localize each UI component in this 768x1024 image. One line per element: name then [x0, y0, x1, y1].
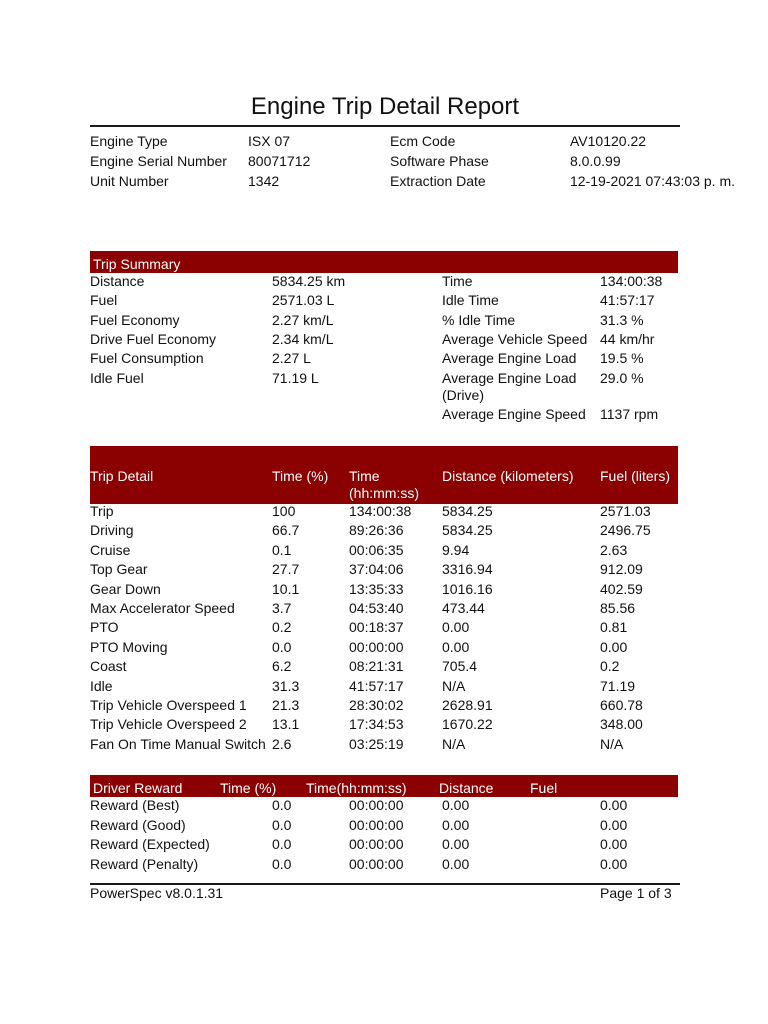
table-cell: 13.1: [272, 716, 300, 732]
table-cell: 2.6: [272, 736, 292, 752]
table-cell: 0.00: [600, 817, 628, 833]
table-cell: 705.4: [442, 658, 478, 674]
table-cell: PTO Moving: [90, 639, 168, 655]
table-cell: 0.2: [600, 658, 620, 674]
table-cell: 2628.91: [442, 697, 493, 713]
table-cell: 3.7: [272, 600, 292, 616]
summary-value: 31.3 %: [600, 312, 644, 328]
table-cell: 27.7: [272, 561, 300, 577]
table-cell: 85.56: [600, 600, 636, 616]
table-cell: N/A: [600, 736, 624, 752]
table-cell: Reward (Expected): [90, 836, 210, 852]
table-cell: 0.0: [272, 836, 292, 852]
summary-value: 2.27 km/L: [272, 312, 334, 328]
report-title: Engine Trip Detail Report: [250, 93, 520, 120]
summary-label: Average Engine Load: [442, 350, 577, 366]
table-cell: 912.09: [600, 561, 643, 577]
trip-detail-col-time: Time: [349, 468, 380, 484]
table-cell: 10.1: [272, 581, 300, 597]
table-cell: Trip: [90, 503, 114, 519]
table-cell: 0.00: [442, 619, 470, 635]
table-cell: 348.00: [600, 716, 643, 732]
table-cell: Coast: [90, 658, 127, 674]
table-cell: 0.0: [272, 817, 292, 833]
engine-serial-value: 80071712: [248, 153, 311, 169]
table-cell: Reward (Good): [90, 817, 186, 833]
table-cell: 0.81: [600, 619, 628, 635]
ecm-code-label: Ecm Code: [390, 133, 456, 149]
summary-value: 71.19 L: [272, 370, 319, 386]
table-cell: 00:00:00: [349, 797, 404, 813]
table-cell: Reward (Penalty): [90, 856, 199, 872]
table-cell: Fan On Time Manual Switch: [90, 736, 266, 752]
table-cell: 2.63: [600, 542, 628, 558]
unit-number-label: Unit Number: [90, 173, 169, 189]
summary-label: % Idle Time: [442, 312, 516, 328]
trip-detail-col-time-pct: Time (%): [272, 468, 329, 484]
summary-value: 41:57:17: [600, 292, 655, 308]
table-cell: Trip Vehicle Overspeed 1: [90, 697, 247, 713]
table-cell: 00:00:00: [349, 817, 404, 833]
table-cell: Trip Vehicle Overspeed 2: [90, 716, 247, 732]
ecm-code-value: AV10120.22: [570, 133, 647, 149]
table-cell: 08:21:31: [349, 658, 404, 674]
summary-value: 2571.03 L: [272, 292, 335, 308]
table-cell: 04:53:40: [349, 600, 404, 616]
trip-detail-col-distance: Distance (kilometers): [442, 468, 574, 484]
table-cell: 0.00: [600, 639, 628, 655]
table-cell: 0.0: [272, 639, 292, 655]
table-cell: Max Accelerator Speed: [90, 600, 235, 616]
table-cell: 1670.22: [442, 716, 493, 732]
summary-label: Fuel Consumption: [90, 350, 204, 366]
table-cell: 03:25:19: [349, 736, 404, 752]
table-cell: 00:18:37: [349, 619, 404, 635]
trip-detail-header-bar: [90, 446, 678, 504]
summary-label: (Drive): [442, 387, 484, 403]
table-cell: 473.44: [442, 600, 485, 616]
table-cell: 0.00: [442, 836, 470, 852]
summary-label: Time: [442, 273, 473, 289]
table-cell: 21.3: [272, 697, 300, 713]
driver-reward-col-distance: Distance: [439, 780, 494, 796]
summary-value: 29.0 %: [600, 370, 644, 386]
driver-reward-col-name: Driver Reward: [93, 780, 183, 796]
summary-value: 2.34 km/L: [272, 331, 334, 347]
footer-version: PowerSpec v8.0.1.31: [90, 885, 224, 901]
table-cell: 0.00: [600, 836, 628, 852]
summary-value: 1137 rpm: [600, 406, 659, 422]
engine-type-label: Engine Type: [90, 133, 168, 149]
table-cell: 0.00: [442, 817, 470, 833]
table-cell: 0.00: [442, 856, 470, 872]
engine-serial-label: Engine Serial Number: [90, 153, 227, 169]
table-cell: 9.94: [442, 542, 470, 558]
trip-detail-col-time-unit: (hh:mm:ss): [349, 485, 419, 501]
driver-reward-col-time-pct: Time (%): [220, 780, 277, 796]
summary-label: Idle Fuel: [90, 370, 144, 386]
table-cell: 13:35:33: [349, 581, 404, 597]
trip-summary-bar: [90, 251, 678, 273]
trip-detail-col-name: Trip Detail: [90, 468, 154, 484]
table-cell: 0.00: [600, 856, 628, 872]
table-cell: 134:00:38: [349, 503, 412, 519]
table-cell: 89:26:36: [349, 522, 404, 538]
summary-value: 44 km/hr: [600, 331, 655, 347]
table-cell: PTO: [90, 619, 119, 635]
driver-reward-col-fuel: Fuel: [530, 780, 558, 796]
table-cell: 2571.03: [600, 503, 651, 519]
table-cell: Cruise: [90, 542, 131, 558]
summary-label: Fuel Economy: [90, 312, 180, 328]
table-cell: Top Gear: [90, 561, 148, 577]
table-cell: 2496.75: [600, 522, 651, 538]
table-cell: 71.19: [600, 678, 636, 694]
table-cell: 00:00:00: [349, 856, 404, 872]
table-cell: Driving: [90, 522, 134, 538]
table-cell: 31.3: [272, 678, 300, 694]
table-cell: Idle: [90, 678, 113, 694]
table-cell: 00:00:00: [349, 639, 404, 655]
table-cell: 6.2: [272, 658, 292, 674]
summary-value: 134:00:38: [600, 273, 663, 289]
table-cell: 0.00: [442, 797, 470, 813]
table-cell: Reward (Best): [90, 797, 180, 813]
extraction-date-value: 12-19-2021 07:43:03 p. m.: [570, 173, 736, 189]
table-cell: 28:30:02: [349, 697, 404, 713]
table-cell: 3316.94: [442, 561, 493, 577]
table-cell: 17:34:53: [349, 716, 404, 732]
driver-reward-header-bar: [90, 775, 678, 797]
summary-value: 2.27 L: [272, 350, 311, 366]
table-cell: 37:04:06: [349, 561, 404, 577]
summary-label: Distance: [90, 273, 145, 289]
summary-label: Fuel: [90, 292, 118, 308]
table-cell: 100: [272, 503, 296, 519]
extraction-date-label: Extraction Date: [390, 173, 486, 189]
engine-type-value: ISX 07: [248, 133, 291, 149]
summary-value: 5834.25 km: [272, 273, 346, 289]
software-phase-value: 8.0.0.99: [570, 153, 621, 169]
table-cell: 0.0: [272, 856, 292, 872]
trip-detail-col-fuel: Fuel (liters): [600, 468, 671, 484]
table-cell: 5834.25: [442, 522, 493, 538]
table-cell: 0.00: [600, 797, 628, 813]
table-cell: 00:00:00: [349, 836, 404, 852]
table-cell: 0.1: [272, 542, 292, 558]
trip-summary-heading: Trip Summary: [93, 256, 181, 272]
unit-number-value: 1342: [248, 173, 280, 189]
table-cell: 5834.25: [442, 503, 493, 519]
summary-value: 19.5 %: [600, 350, 644, 366]
summary-label: Average Vehicle Speed: [442, 331, 588, 347]
footer-page-number: Page 1 of 3: [600, 885, 672, 901]
table-cell: 402.59: [600, 581, 643, 597]
summary-label: Idle Time: [442, 292, 499, 308]
header-rule: [90, 125, 680, 127]
table-cell: 66.7: [272, 522, 300, 538]
table-cell: Gear Down: [90, 581, 161, 597]
table-cell: N/A: [442, 736, 466, 752]
table-cell: N/A: [442, 678, 466, 694]
table-cell: 0.2: [272, 619, 292, 635]
table-cell: 1016.16: [442, 581, 493, 597]
software-phase-label: Software Phase: [390, 153, 489, 169]
summary-label: Drive Fuel Economy: [90, 331, 217, 347]
table-cell: 00:06:35: [349, 542, 404, 558]
summary-label: Average Engine Speed: [442, 406, 586, 422]
table-cell: 660.78: [600, 697, 643, 713]
table-cell: 41:57:17: [349, 678, 404, 694]
table-cell: 0.00: [442, 639, 470, 655]
table-cell: 0.0: [272, 797, 292, 813]
driver-reward-col-time: Time(hh:mm:ss): [306, 780, 407, 796]
summary-label: Average Engine Load: [442, 370, 577, 386]
